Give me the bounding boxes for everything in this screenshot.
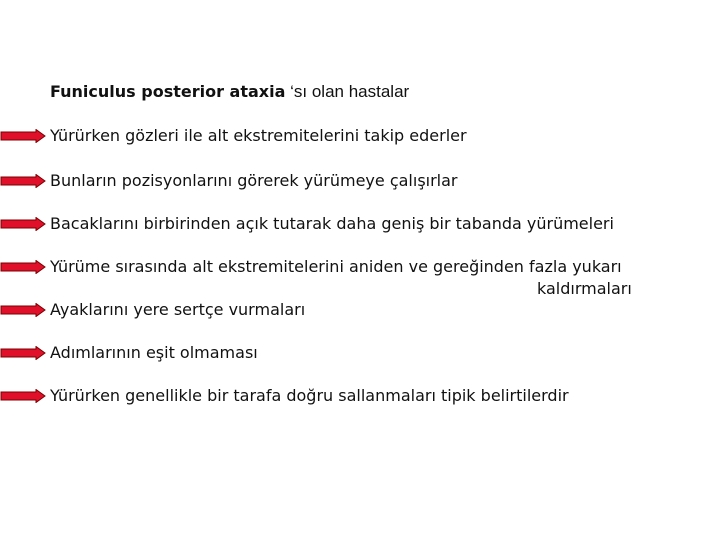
- bullet-item: Yürürken gözleri ile alt ekstremitelerini takip ederler: [50, 126, 467, 145]
- slide-title: [50, 81, 409, 103]
- right-arrow-icon: [0, 303, 46, 317]
- title-rest: ‘sı olan hastalar: [285, 82, 410, 101]
- right-arrow-icon: [0, 217, 46, 231]
- title-bold: Funiculus posterior ataxia: [50, 82, 286, 101]
- bullet-item: Ayaklarını yere sertçe vurmaları: [50, 300, 306, 319]
- bullet-item: Yürüme sırasında alt ekstremitelerini aniden ve gereğinden fazla yukarı: [50, 257, 622, 276]
- bullet-item: Bacaklarını birbirinden açık tutarak daha geniş bir tabanda yürümeleri: [50, 214, 614, 233]
- right-arrow-icon: [0, 129, 46, 143]
- bullet-item-continuation: kaldırmaları: [537, 279, 632, 298]
- bullet-item: Bunların pozisyonlarını görerek yürümeye çalışırlar: [50, 171, 458, 190]
- right-arrow-icon: [0, 260, 46, 274]
- right-arrow-icon: [0, 174, 46, 188]
- bullet-item: Adımlarının eşit olmaması: [50, 343, 258, 362]
- bullet-item: Yürürken genellikle bir tarafa doğru sallanmaları tipik belirtilerdir: [50, 386, 569, 405]
- right-arrow-icon: [0, 346, 46, 360]
- right-arrow-icon: [0, 389, 46, 403]
